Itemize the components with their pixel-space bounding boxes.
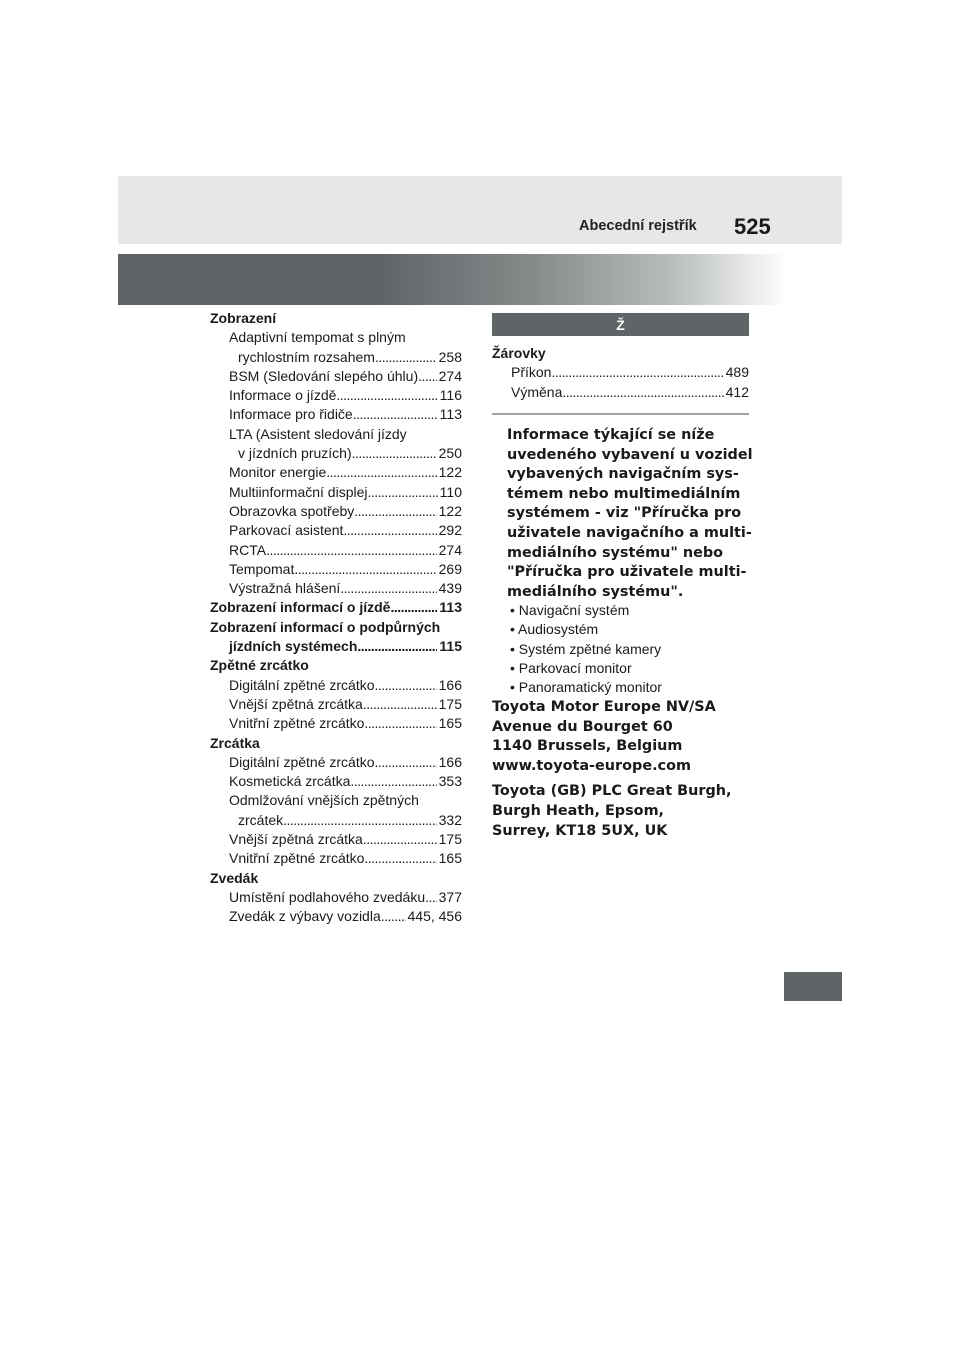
equipment-list	[510, 601, 662, 697]
section-title: Abecední rejstřík	[579, 218, 697, 234]
index-entry	[210, 676, 462, 695]
index-entry	[210, 656, 462, 675]
index-entry	[492, 344, 749, 363]
entry-term: Zvedák z výbavy vozidla	[229, 908, 381, 925]
entry-page: 166	[438, 753, 462, 770]
entry-term: Vnitřní zpětné zrcátko	[229, 850, 365, 867]
dot-leader	[375, 753, 437, 772]
entry-page: 175	[438, 695, 462, 712]
address-website: www.toyota-europe.com	[492, 757, 691, 774]
dot-leader	[364, 849, 436, 868]
note-line: Informace týkající se níže	[507, 427, 715, 443]
entry-term: rychlostním rozsahem	[238, 348, 375, 365]
index-entry	[210, 348, 462, 367]
entry-term: LTA (Asistent sledování jízdy	[229, 425, 407, 442]
entry-page: 489	[725, 364, 749, 381]
entry-page: 332	[438, 811, 462, 828]
index-entry	[210, 618, 462, 637]
entry-page: 122	[438, 502, 462, 519]
entry-term: Zrcátka	[210, 734, 260, 751]
entry-term: Parkovací asistent	[229, 522, 344, 539]
index-entry	[210, 541, 462, 560]
entry-page: 165	[438, 715, 462, 732]
entry-term: v jízdních pruzích)	[238, 445, 352, 462]
dot-leader	[363, 830, 437, 849]
list-item: • Navigační systém	[510, 602, 630, 618]
dot-leader	[354, 502, 436, 521]
index-column-right	[492, 344, 749, 402]
note-line: mediálního systému" nebo	[507, 544, 724, 561]
index-entry	[210, 405, 462, 424]
dot-leader	[352, 444, 437, 463]
address-line: Surrey, KT18 5UX, UK	[492, 822, 668, 839]
entry-term: Zobrazení	[210, 310, 277, 326]
index-entry	[210, 811, 462, 830]
entry-term: Zpětné zrcátko	[210, 657, 309, 674]
note-line: vybavených navigačním sys-	[507, 466, 739, 483]
entry-page: 116	[439, 387, 462, 404]
dot-leader	[363, 695, 437, 714]
index-entry	[210, 483, 462, 502]
entry-term: Umístění podlahového zvedáku	[229, 888, 426, 905]
entry-page: 439	[438, 580, 462, 597]
note-line: mediálního systému".	[507, 583, 684, 600]
index-entry	[492, 383, 749, 402]
entry-page: 274	[438, 541, 462, 558]
dot-leader	[350, 772, 436, 791]
entry-term: Digitální zpětné zrcátko	[229, 753, 375, 770]
entry-term: Informace o jízdě	[229, 387, 337, 404]
dot-leader	[368, 483, 438, 502]
list-item: • Audiosystém	[510, 621, 599, 638]
dot-leader	[390, 598, 437, 617]
index-entry	[210, 888, 462, 907]
entry-page: 353	[438, 773, 462, 790]
index-entry	[210, 695, 462, 714]
index-entry	[210, 463, 462, 482]
entry-page: 165	[438, 850, 462, 867]
index-letter-heading	[492, 313, 749, 336]
entry-page: 113	[439, 599, 462, 616]
index-entry	[210, 521, 462, 540]
address-line: Burgh Heath, Epsom,	[492, 802, 665, 819]
index-entry	[210, 734, 462, 753]
dot-leader	[283, 811, 437, 830]
entry-term: Vnější zpětná zrcátka	[229, 695, 363, 712]
entry-term: Výstražná hlášení	[229, 580, 341, 597]
entry-page: 110	[439, 483, 462, 500]
dot-leader	[340, 579, 436, 598]
dot-leader	[357, 637, 437, 656]
list-item: • Panoramatický monitor	[510, 679, 662, 696]
section-divider	[492, 413, 749, 415]
entry-term: Multiinformační displej	[229, 483, 368, 500]
index-entry	[210, 772, 462, 791]
address-line: Toyota (GB) PLC Great Burgh,	[492, 783, 732, 800]
index-entry	[210, 753, 462, 772]
note-line: "Příručka pro uživatele multi-	[507, 564, 747, 581]
index-entry	[210, 502, 462, 521]
page-number: 525	[734, 214, 771, 239]
entry-page: 445, 456	[407, 908, 462, 925]
list-item: • Systém zpětné kamery	[510, 640, 662, 657]
entry-page: 412	[725, 383, 749, 400]
dot-leader	[266, 541, 437, 560]
index-entry	[210, 830, 462, 849]
entry-term: RCTA	[229, 541, 267, 558]
index-entry	[210, 386, 462, 405]
index-entry	[210, 869, 462, 888]
entry-term: Kosmetická zrcátka	[229, 773, 351, 790]
entry-term: Žárovky	[492, 345, 546, 361]
dot-leader	[551, 363, 723, 382]
list-item: • Parkovací monitor	[510, 659, 632, 676]
index-entry	[492, 363, 749, 382]
note-line: uvedeného vybavení u vozidel	[507, 446, 753, 463]
note-line: systémem - viz "Příručka pro	[507, 505, 742, 522]
index-entry	[210, 907, 462, 926]
manufacturer-addresses	[492, 698, 762, 841]
entry-term: Digitální zpětné zrcátko	[229, 676, 375, 693]
dot-leader	[364, 714, 436, 733]
dot-leader	[381, 907, 406, 926]
index-entry	[210, 637, 462, 656]
entry-term: zrcátek	[238, 811, 284, 828]
entry-term: Obrazovka spotřeby	[229, 502, 355, 519]
index-entry	[210, 309, 462, 328]
entry-page: 258	[438, 348, 462, 365]
dot-leader	[353, 405, 438, 424]
entry-page: 122	[438, 464, 462, 481]
dot-leader	[294, 560, 436, 579]
address-uk	[492, 782, 762, 841]
dot-leader	[375, 676, 437, 695]
dot-leader	[343, 521, 436, 540]
dot-leader	[326, 463, 436, 482]
index-entry	[210, 425, 462, 444]
index-letter: Ž	[616, 316, 625, 333]
entry-term: Informace pro řidiče	[229, 406, 353, 423]
index-entry	[210, 328, 462, 347]
note-line: uživatele navigačního a multi-	[507, 524, 752, 541]
entry-page: 292	[438, 522, 462, 539]
address-line: 1140 Brussels, Belgium	[492, 738, 683, 755]
header-gradient-band	[118, 254, 788, 305]
entry-term: Zobrazení informací o jízdě	[210, 599, 391, 616]
dot-leader	[375, 348, 437, 367]
entry-term: BSM (Sledování slepého úhlu)	[229, 367, 419, 384]
index-entry	[210, 714, 462, 733]
entry-term: Výměna	[511, 383, 563, 400]
entry-term: Tempomat	[229, 560, 295, 577]
address-line: Toyota Motor Europe NV/SA	[492, 699, 716, 715]
index-entry	[210, 849, 462, 868]
entry-term: Vnitřní zpětné zrcátko	[229, 715, 365, 732]
entry-page: 250	[438, 445, 462, 462]
entry-page: 113	[439, 406, 462, 423]
index-entry	[210, 579, 462, 598]
entry-term: Monitor energie	[229, 464, 327, 481]
entry-page: 115	[439, 638, 462, 655]
entry-page: 175	[438, 831, 462, 848]
address-europe	[492, 698, 762, 776]
index-entry	[210, 367, 462, 386]
index-column-left	[210, 309, 462, 927]
entry-page: 377	[438, 888, 462, 905]
index-entry	[210, 560, 462, 579]
dot-leader	[562, 383, 723, 402]
entry-term: Zobrazení informací o podpůrných	[210, 618, 441, 635]
index-entry	[210, 598, 462, 617]
dot-leader	[425, 888, 437, 907]
entry-term: Zvedák	[210, 869, 259, 886]
entry-term: Odmlžování vnějších zpětných	[229, 792, 419, 809]
entry-term: Vnější zpětná zrcátka	[229, 831, 363, 848]
dot-leader	[418, 367, 437, 386]
entry-term: Adaptivní tempomat s plným	[229, 329, 406, 346]
note-line: témem nebo multimediálním	[507, 485, 741, 502]
address-line: Avenue du Bourget 60	[492, 718, 673, 735]
index-entry	[210, 444, 462, 463]
entry-term: Příkon	[511, 364, 552, 381]
entry-page: 166	[438, 676, 462, 693]
navigation-note	[492, 426, 754, 602]
chapter-thumb-tab	[784, 972, 842, 1001]
dot-leader	[336, 386, 437, 405]
entry-page: 274	[438, 367, 462, 384]
index-entry	[210, 791, 462, 810]
entry-term: jízdních systémech	[229, 638, 358, 655]
entry-page: 269	[438, 560, 462, 577]
